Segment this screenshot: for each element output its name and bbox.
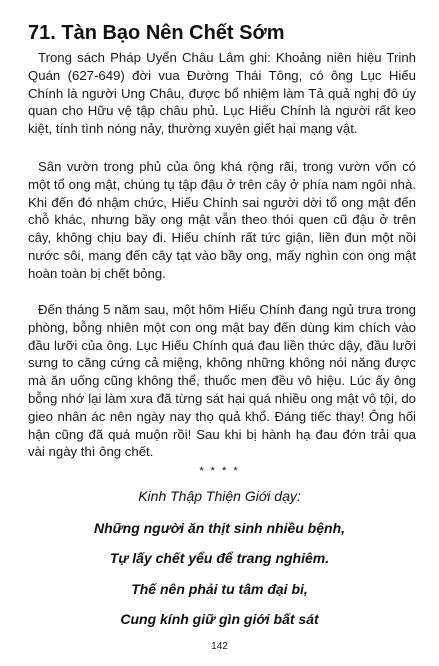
verse-line-4: Cung kính giữ gìn giới bất sát [120,611,319,627]
verse-line-1: Những người ăn thịt sinh nhiều bệnh, [93,520,346,536]
story-paragraph-2: Sân vườn trong phủ của ông khá rộng rãi, trong vườn vốn có một tổ ong mật, chúng tụ tập đậu ở trên cây ở phía nam ngôi nhà. Khi đến đó nhậm chức, Hiếu Chính sai người dời tổ ong mật đến chỗ khác, nhưng bầy ong mật vẫn theo thói quen cũ đậu ở trên cây, không chịu bay đi. Hiếu chính rất tức giận, liền đun một nồi nước sôi, mang đến cây tạt vào bầy ong, mấy nghìn con ong mật hoàn toàn bị chết bỏng. [28,159,416,281]
verse-line-3: Thế nên phải tu tâm đại bi, [131,581,308,597]
story-paragraph-3: Đến tháng 5 năm sau, một hôm Hiếu Chính đang ngủ trưa trong phòng, bỗng nhiên một con ong mật bay đến dùng kim chích vào đầu lưỡi của ông. Lục Hiếu Chính quá đau liền thức dậy, đầu lưỡi sưng to căng cứng cả miệng, không những không nói năng được mà ăn uống cũng không thể, thuốc men đều vô hiệu. Lúc ấy ông bỗng nhớ lại làm xưa đã từng sát hại quá nhiều ong mật vô tội, do gieo nhân ác nên ngày nay thọ quả khổ. Đáng tiếc thay! Ông hối hận cũng đã quá muộn rồi! Sau khi bị hành hạ đau đớn trải qua vài ngày thì ông chết. [28,302,416,460]
section-separator: * * * * [199,465,240,477]
verse-intro: Kinh Thập Thiện Giới dạy: [138,488,301,504]
verse-line-2: Tự lấy chết yểu để trang nghiêm. [109,550,330,566]
page-number: 142 [211,641,228,652]
story-paragraph-1: Trong sách Pháp Uyển Châu Lâm ghi: Khoảng niên hiệu Trinh Quán (627-649) đời vua Đường Thái Tông, có ông Lục Hiếu Chính là người Ung Châu, được bổ nhiệm làm Tả quả nghị đô úy quan cho Hữu vệ tập châu phủ. Lục Hiếu Chính là người rất keo kiệt, tính tình nóng nảy, thường xuyên giết hại mạng vật. [28,50,416,137]
page-title: 71. Tàn Bạo Nên Chết Sớm [28,22,285,44]
